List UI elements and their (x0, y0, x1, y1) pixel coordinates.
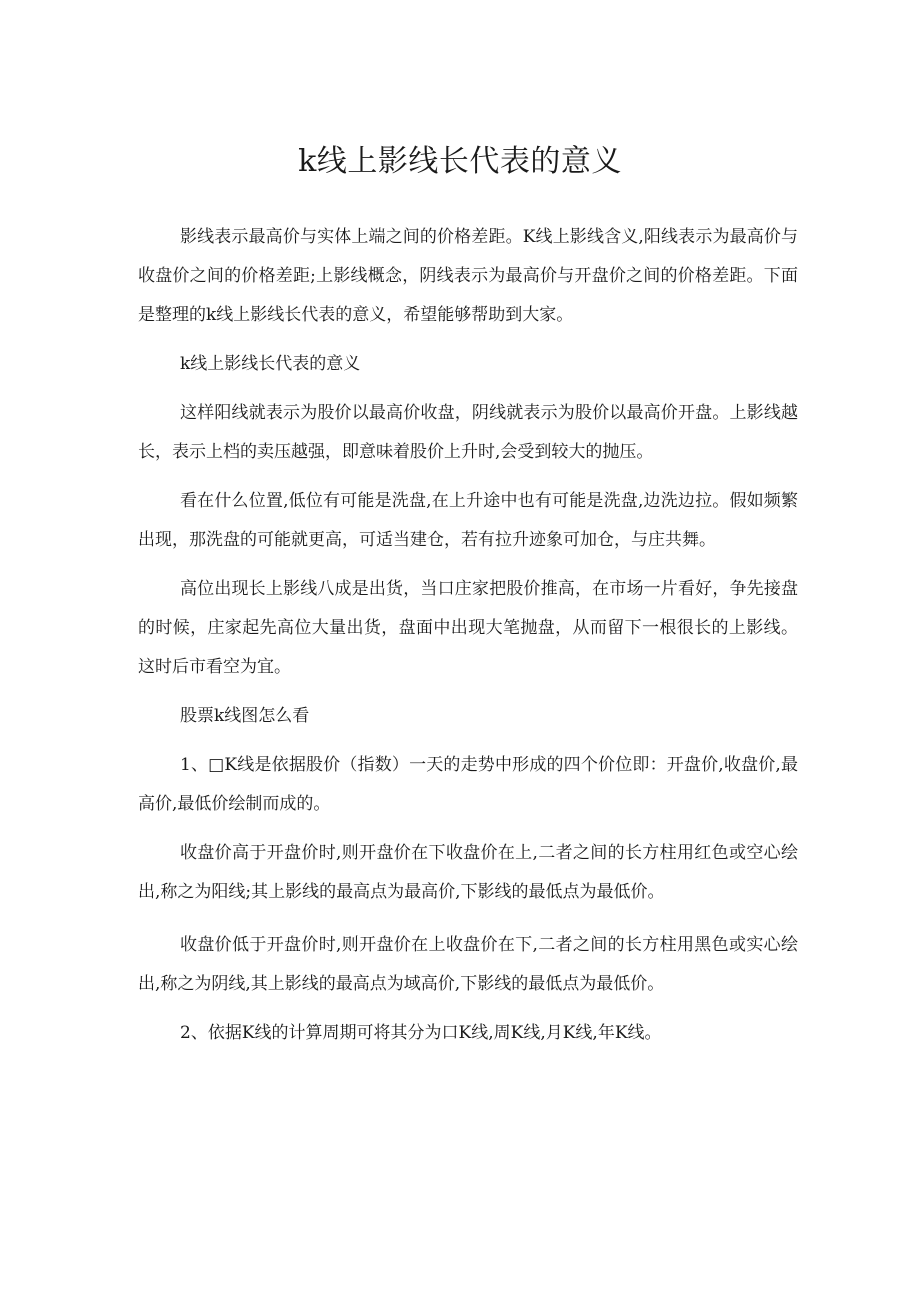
document-body (138, 218, 798, 1063)
paragraph: 收盘价高于开盘价时,则开盘价在下收盘价在上,二者之间的长方柱用红色或空心绘出,称之为阳线;其上影线的最高点为最高价,下影线的最低点为最低价。 (138, 843, 798, 902)
document-title: k线上影线长代表的意义 (298, 144, 622, 179)
paragraph: 1、□K线是依据股价（指数）一天的走势中形成的四个价位即：开盘价,收盘价,最高价,最低价绘制而成的。 (138, 755, 798, 814)
section-heading: 股票k线图怎么看 (180, 706, 310, 726)
paragraph: 高位出现长上影线八成是出货，当口庄家把股价推高，在市场一片看好，争先接盘的时候，庄家起先高位大量出货，盘面中出现大笔抛盘，从而留下一根很长的上影线。这时后市看空为宜。 (138, 579, 798, 677)
paragraph: 这样阳线就表示为股价以最高价收盘，阴线就表示为股价以最高价开盘。上影线越长，表示上档的卖压越强，即意味着股价上升时,会受到较大的抛压。 (138, 403, 798, 462)
paragraph-intro: 影线表示最高价与实体上端之间的价格差距。K线上影线含义,阳线表示为最高价与收盘价之间的价格差距;上影线概念，阴线表示为最高价与开盘价之间的价格差距。下面是整理的k线上影线长代表的意义，希望能够帮助到大家。 (138, 227, 798, 325)
section-heading: k线上影线长代表的意义 (180, 354, 361, 374)
paragraph: 收盘价低于开盘价时,则开盘价在上收盘价在下,二者之间的长方柱用黑色或实心绘出,称之为阴线,其上影线的最高点为域高价,下影线的最低点为最低价。 (138, 935, 798, 994)
paragraph: 2、依据K线的计算周期可将其分为口K线,周K线,月K线,年K线。 (180, 1023, 662, 1043)
paragraph: 看在什么位置,低位有可能是洗盘,在上升途中也有可能是洗盘,边洗边拉。假如频繁出现，那洗盘的可能就更高，可适当建仓，若有拉升迹象可加仓，与庄共舞。 (138, 491, 798, 550)
